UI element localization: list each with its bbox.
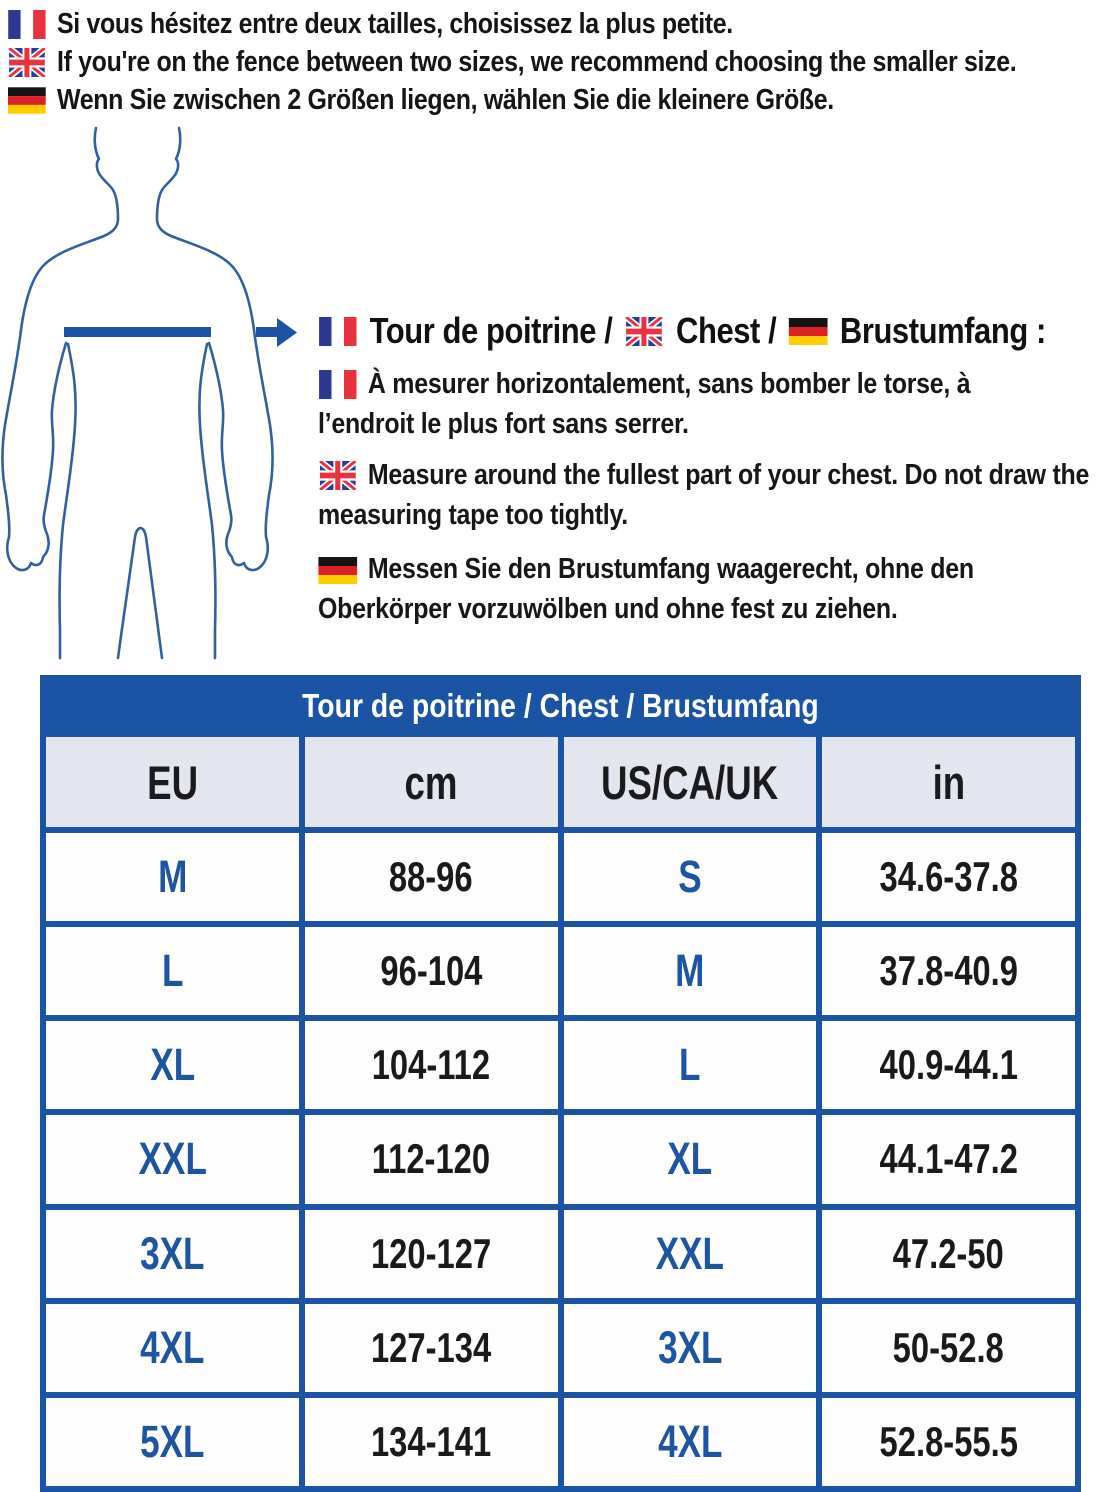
flag-france-icon <box>318 317 358 346</box>
arrow-right-icon <box>256 318 297 347</box>
column-header-eu: EU <box>46 737 299 827</box>
cell-us-size: 4XL <box>564 1398 817 1486</box>
cell-us-size: XXL <box>564 1210 817 1298</box>
cell-cm-range: 112-120 <box>305 1115 558 1203</box>
cell-eu-size: XXL <box>46 1115 299 1203</box>
cell-eu-size: 5XL <box>46 1398 299 1486</box>
instruction-text-fr: À mesurer horizontalement, sans bomber le torse, à l’endroit le plus fort sans serrer. <box>318 368 971 440</box>
flag-germany-icon <box>318 557 358 584</box>
cell-us-size: XL <box>564 1115 817 1203</box>
cell-cm-range: 88-96 <box>305 833 558 921</box>
notice-row-fr <box>8 8 851 46</box>
cell-cm-range: 96-104 <box>305 927 558 1015</box>
cell-us-size: L <box>564 1021 817 1109</box>
cell-cm-range: 104-112 <box>305 1021 558 1109</box>
instruction-fr <box>318 364 1093 444</box>
cell-in-range: 34.6-37.8 <box>822 833 1075 921</box>
measure-heading-de: Brustumfang : <box>839 310 1046 351</box>
instruction-text-en: Measure around the fullest part of your chest. Do not draw the measuring tape too tightly. <box>318 459 1090 531</box>
notice-row-en <box>8 46 1098 84</box>
notice-text-fr: Si vous hésitez entre deux tailles, choisissez la plus petite. <box>57 8 733 40</box>
instruction-text-de: Messen Sie den Brustumfang waagerecht, ohne den Oberkörper vorzuwölben und ohne fest zu ziehen. <box>318 553 974 625</box>
flag-uk-icon <box>624 317 664 346</box>
cell-us-size: 3XL <box>564 1304 817 1392</box>
notice-text-de: Wenn Sie zwischen 2 Größen liegen, wählen Sie die kleinere Größe. <box>57 84 834 116</box>
instruction-en <box>318 455 1098 535</box>
measure-heading-fr: Tour de poitrine / <box>369 310 613 351</box>
instruction-de <box>318 549 1098 629</box>
flag-france-icon <box>8 10 46 39</box>
measure-heading <box>318 310 1098 352</box>
flag-germany-icon <box>788 318 828 345</box>
cell-in-range: 52.8-55.5 <box>822 1398 1075 1486</box>
cell-eu-size: XL <box>46 1021 299 1109</box>
flag-uk-icon <box>318 461 358 490</box>
cell-eu-size: 3XL <box>46 1210 299 1298</box>
size-table-grid <box>46 737 1075 1486</box>
column-header-in: in <box>822 737 1075 827</box>
cell-in-range: 44.1-47.2 <box>822 1115 1075 1203</box>
cell-cm-range: 127-134 <box>305 1304 558 1392</box>
cell-in-range: 40.9-44.1 <box>822 1021 1075 1109</box>
flag-france-icon <box>318 370 358 399</box>
size-table-title: Tour de poitrine / Chest / Brustumfang <box>302 687 819 724</box>
flag-uk-icon <box>8 48 46 77</box>
cell-us-size: S <box>564 833 817 921</box>
column-header-cm: cm <box>305 737 558 827</box>
chest-measure-line <box>64 327 211 337</box>
size-table <box>40 675 1081 1492</box>
cell-in-range: 47.2-50 <box>822 1210 1075 1298</box>
measure-heading-en: Chest / <box>676 310 777 351</box>
cell-cm-range: 134-141 <box>305 1398 558 1486</box>
notice-text-en: If you're on the fence between two sizes, we recommend choosing the smaller size. <box>57 46 1017 78</box>
cell-in-range: 37.8-40.9 <box>822 927 1075 1015</box>
column-header-us-ca-uk: US/CA/UK <box>564 737 817 827</box>
cell-cm-range: 120-127 <box>305 1210 558 1298</box>
cell-eu-size: L <box>46 927 299 1015</box>
flag-germany-icon <box>8 87 46 114</box>
cell-in-range: 50-52.8 <box>822 1304 1075 1392</box>
body-silhouette <box>0 125 300 665</box>
notice-row-de <box>8 84 968 122</box>
cell-us-size: M <box>564 927 817 1015</box>
cell-eu-size: 4XL <box>46 1304 299 1392</box>
cell-eu-size: M <box>46 833 299 921</box>
